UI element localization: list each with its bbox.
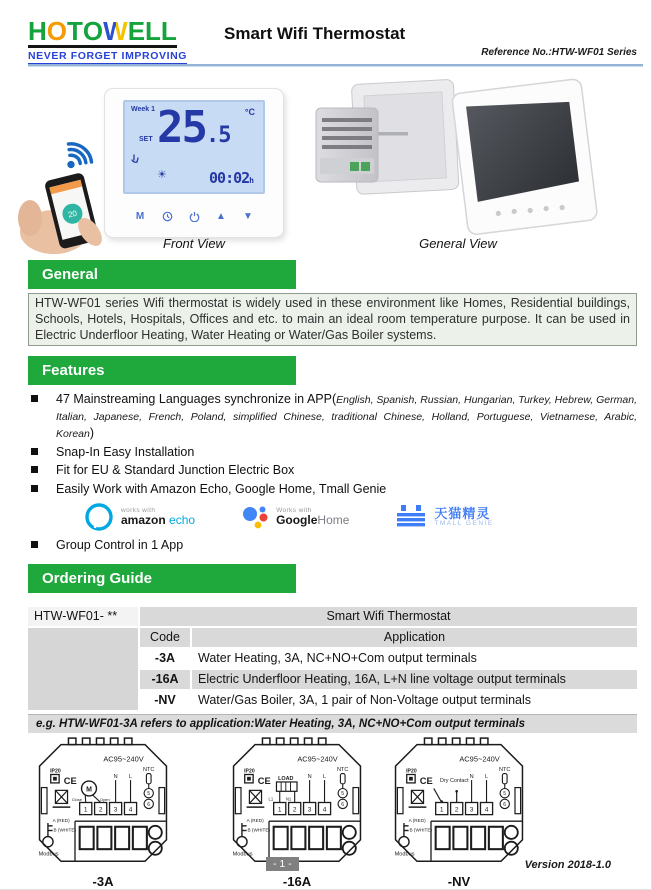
lcd-unit: °C	[244, 107, 255, 117]
bullet-icon	[31, 466, 38, 473]
google-home-badge	[241, 503, 349, 531]
table-row-code: -3A	[154, 650, 176, 665]
svg-text:N: N	[307, 774, 312, 781]
svg-text:5: 5	[147, 790, 151, 797]
page-footer	[0, 857, 651, 875]
svg-text:Modbus: Modbus	[394, 851, 415, 858]
bullet-icon	[31, 485, 38, 492]
model-prefix-cell: HTW-WF01- **	[28, 607, 138, 626]
svg-text:N: N	[469, 774, 474, 781]
svg-text:4: 4	[128, 806, 133, 814]
lcd-temperature: 25.5	[157, 102, 231, 153]
header-divider	[28, 64, 643, 67]
svg-text:LOAD: LOAD	[278, 775, 294, 782]
svg-text:3: 3	[113, 806, 118, 814]
svg-text:6: 6	[341, 801, 345, 808]
thermostat-front-image	[104, 88, 284, 238]
svg-text:1: 1	[83, 806, 88, 814]
diagram-caption-3a: -3A	[92, 873, 114, 889]
svg-text:Modbus: Modbus	[232, 851, 253, 858]
page-title: Smart Wifi Thermostat	[224, 24, 406, 43]
table-spacer-cell	[28, 628, 138, 710]
svg-text:L: L	[484, 774, 489, 781]
tmall-sub-brand: TMALL GENIE	[434, 519, 494, 527]
diagram-caption-16a: -16A	[282, 873, 312, 889]
svg-text:L: L	[322, 774, 327, 781]
lcd-sun-icon: ☀	[157, 169, 167, 181]
svg-text:NTC: NTC	[498, 766, 511, 773]
svg-text:CE: CE	[257, 775, 271, 786]
table-row-application: Water/Gas Boiler, 3A, 1 pair of Non-Voltage output terminals	[198, 692, 532, 707]
works-with-label: works with	[121, 506, 156, 514]
feature-item-junction-box: Fit for EU & Standard Junction Electric Box	[28, 462, 637, 479]
svg-text:A (RED): A (RED)	[246, 817, 264, 823]
logo-tagline: NEVER FORGET IMPROVING	[28, 50, 187, 66]
product-views	[0, 84, 651, 254]
google-brand: Google	[276, 513, 318, 528]
thermostat-general-image	[308, 70, 618, 240]
svg-text:4: 4	[484, 806, 489, 814]
svg-text:2: 2	[454, 806, 459, 814]
echo-brand: echo	[169, 513, 196, 528]
touch-button-row	[123, 211, 265, 225]
lcd-timer: 00:02h	[209, 169, 253, 187]
version-label: Version 2018-1.0	[524, 859, 611, 871]
feature-item-group-control: Group Control in 1 App	[28, 537, 637, 554]
table-row-application: Electric Underfloor Heating, 16A, L+N line voltage output terminals	[192, 670, 637, 689]
page-number: - 1 -	[266, 857, 299, 871]
general-description: HTW-WF01 series Wifi thermostat is widely used in these environment like Homes, Residential buildings, Schools, Hotels, Hospitals, Offices and etc. to main an ideal room temperature purpose. It can be used in Electric Underfloor Heating, Water Heating or Water/Gas Boiler systems.	[28, 293, 637, 346]
svg-text:IP20: IP20	[244, 768, 255, 775]
svg-text:A (RED): A (RED)	[408, 817, 426, 823]
home-brand: Home	[317, 513, 350, 528]
svg-text:Dry Contact: Dry Contact	[440, 777, 469, 784]
svg-text:CE: CE	[63, 775, 77, 786]
svg-text:N: N	[113, 774, 118, 781]
svg-text:A (RED): A (RED)	[52, 817, 70, 823]
bullet-icon	[31, 395, 38, 402]
tmall-genie-icon	[395, 504, 427, 530]
diagram-caption-nv: -NV	[447, 873, 471, 889]
svg-text:4: 4	[322, 806, 327, 814]
svg-text:5: 5	[341, 790, 345, 797]
svg-text:AC95~240V: AC95~240V	[103, 754, 144, 764]
mode-button: M	[135, 211, 145, 222]
svg-text:B (WHITE): B (WHITE)	[247, 827, 271, 833]
svg-text:2: 2	[98, 806, 103, 814]
application-column-header: Application	[192, 628, 637, 647]
logo-wordmark: HOTOWELL	[28, 16, 177, 46]
table-row-application: Water Heating, 3A, NC+NO+Com output terminals	[198, 650, 477, 665]
power-icon	[187, 211, 201, 225]
svg-text:Open: Open	[99, 796, 110, 802]
svg-text:1: 1	[439, 806, 444, 814]
amazon-echo-badge	[84, 502, 195, 532]
svg-text:Close: Close	[71, 796, 82, 802]
ordering-table	[28, 607, 637, 710]
svg-text:3: 3	[307, 806, 312, 814]
svg-text:20: 20	[67, 208, 78, 220]
svg-text:L: L	[128, 774, 133, 781]
svg-text:B (WHITE): B (WHITE)	[409, 827, 433, 833]
svg-text:5: 5	[503, 790, 507, 797]
clock-icon	[160, 211, 174, 225]
front-view-caption: Front View	[163, 236, 225, 251]
voice-assistant-badges	[84, 501, 637, 533]
svg-text:1: 1	[277, 806, 282, 814]
product-name-cell: Smart Wifi Thermostat	[140, 607, 637, 626]
svg-text:Modbus: Modbus	[38, 851, 59, 858]
lcd-hand-icon	[130, 154, 139, 165]
down-button: ▼	[243, 211, 253, 222]
svg-text:CE: CE	[419, 775, 433, 786]
feature-item-voice-assistants: Easily Work with Amazon Echo, Google Home, Tmall Genie	[28, 481, 637, 498]
thermostat-lcd	[123, 100, 265, 194]
hotowell-logo	[28, 18, 187, 66]
section-heading-ordering: Ordering Guide	[28, 564, 296, 593]
features-list	[28, 391, 637, 554]
feature-item-installation: Snap-In Easy Installation	[28, 444, 637, 461]
svg-text:NTC: NTC	[336, 766, 349, 773]
google-assistant-icon	[241, 503, 269, 531]
bullet-icon	[31, 448, 38, 455]
svg-text:N1: N1	[285, 796, 292, 802]
ordering-example-note: e.g. HTW-WF01-3A refers to application:Water Heating, 3A, NC+NO+Com output terminals	[28, 714, 637, 733]
works-with-label: Works with	[276, 506, 312, 514]
lcd-week-indicator: Week 1	[131, 106, 155, 113]
svg-text:AC95~240V: AC95~240V	[297, 754, 338, 764]
reference-number: Reference No.:HTW-WF01 Series	[481, 47, 637, 58]
table-row-code: -NV	[154, 692, 176, 707]
svg-text:IP20: IP20	[406, 768, 417, 775]
section-heading-general: General	[28, 260, 296, 289]
tmall-brand: 天猫精灵	[434, 506, 491, 522]
svg-text:AC95~240V: AC95~240V	[459, 754, 500, 764]
section-heading-features: Features	[28, 356, 296, 385]
svg-text:6: 6	[503, 801, 507, 808]
svg-text:NTC: NTC	[142, 766, 155, 773]
bullet-icon	[31, 541, 38, 548]
up-button: ▲	[216, 211, 226, 222]
feature-item-languages: 47 Mainstreaming Languages synchronize in APP(English, Spanish, Russian, Hungarian, Turkey, Hebrew, German, Italian, Japanese, French, Poland, simplified Chinese, traditional Chinese, Holland, Portuguese, Vietnamese, Arabic, Korean)	[28, 391, 637, 442]
svg-text:M: M	[86, 786, 92, 794]
svg-text:3: 3	[469, 806, 474, 814]
lcd-set-label: SET	[139, 136, 153, 143]
svg-text:IP20: IP20	[50, 768, 61, 775]
amazon-brand: amazon	[121, 513, 166, 528]
svg-text:B (WHITE): B (WHITE)	[53, 827, 77, 833]
svg-text:2: 2	[292, 806, 297, 814]
svg-text:6: 6	[147, 801, 151, 808]
general-view-caption: General View	[419, 236, 497, 251]
alexa-icon	[84, 502, 114, 532]
tmall-genie-badge	[395, 504, 493, 530]
svg-text:L1: L1	[268, 796, 274, 802]
table-row-code: -16A	[140, 670, 190, 689]
code-column-header: Code	[140, 628, 190, 647]
